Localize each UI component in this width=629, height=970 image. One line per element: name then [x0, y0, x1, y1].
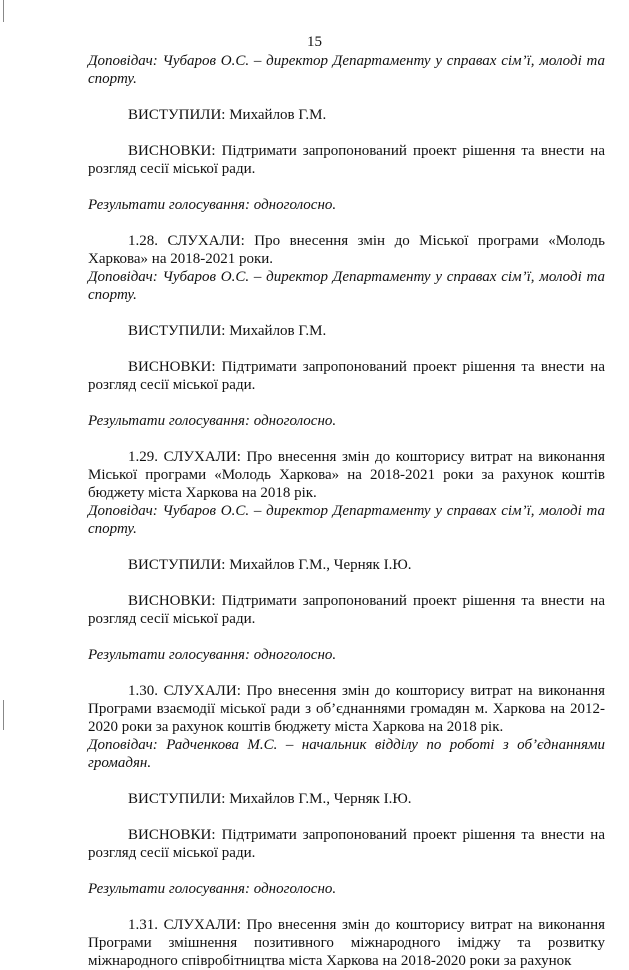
speakers-names: Михайлов Г.М. [229, 107, 327, 123]
speakers-line [88, 322, 605, 340]
vote-result: Результати голосування: одноголосно. [88, 647, 337, 663]
conclusion-line [88, 142, 605, 178]
vote-result: Результати голосування: одноголосно. [88, 881, 337, 897]
vote-result: Результати голосування: одноголосно. [88, 197, 337, 213]
conclusion-label: ВИСНОВКИ: [128, 593, 216, 609]
reporter-line: Доповідач: Радченкова М.С. – начальник відділу по роботі з об’єднаннями громадян. [88, 737, 605, 771]
speakers-label: ВИСТУПИЛИ: [128, 107, 226, 123]
agenda-item [88, 448, 605, 502]
heard-text: Про внесення змін до кошторису витрат на виконання Програми взаємодії міської ради з об’єднаннями громадян м. Харкова на 2012-2020 роки за рахунок коштів бюджету міста Харкова на 2018 рік. [88, 683, 606, 735]
agenda-item [88, 682, 605, 736]
conclusion-line [88, 826, 605, 862]
item-number: 1.30. [128, 683, 158, 699]
page-number: 15 [307, 34, 322, 50]
item-number: 1.29. [128, 449, 158, 465]
speakers-line [88, 790, 605, 808]
reporter-line: Доповідач: Чубаров О.С. – директор Департаменту у справах сім’ї, молоді та спорту. [88, 503, 605, 537]
conclusion-text: Підтримати запропонований проект рішення та внести на розгляд сесії міської ради. [88, 143, 605, 177]
conclusion-line [88, 592, 605, 628]
conclusion-line [88, 358, 605, 394]
conclusion-text: Підтримати запропонований проект рішення та внести на розгляд сесії міської ради. [88, 827, 605, 861]
page-content [88, 52, 605, 970]
agenda-item [88, 916, 605, 970]
scan-edge-mark [3, 0, 4, 22]
heard-label: СЛУХАЛИ: [163, 917, 241, 933]
speakers-names: Михайлов Г.М., Черняк І.Ю. [229, 557, 412, 573]
heard-label: СЛУХАЛИ: [167, 233, 245, 249]
conclusion-text: Підтримати запропонований проект рішення та внести на розгляд сесії міської ради. [88, 593, 605, 627]
reporter-line: Доповідач: Чубаров О.С. – директор Департаменту у справах сім’ї, молоді та спорту. [88, 269, 605, 303]
heard-label: СЛУХАЛИ: [163, 449, 241, 465]
speakers-names: Михайлов Г.М., Черняк І.Ю. [229, 791, 412, 807]
item-number: 1.28. [128, 233, 158, 249]
conclusion-label: ВИСНОВКИ: [128, 143, 216, 159]
item-number: 1.31. [128, 917, 158, 933]
speakers-label: ВИСТУПИЛИ: [128, 323, 226, 339]
agenda-item [88, 232, 605, 268]
conclusion-text: Підтримати запропонований проект рішення та внести на розгляд сесії міської ради. [88, 359, 605, 393]
heard-text: Про внесення змін до кошторису витрат на виконання Міської програми «Молодь Харкова» на 2018-2021 роки за рахунок коштів бюджету міста Харкова на 2018 рік. [88, 449, 606, 501]
heard-text: Про внесення змін до кошторису витрат на виконання Програми змішнення позитивного міжнародного іміджу та розвитку міжнародного співробітництва міста Харкова на 2018-2020 роки за рахунок [88, 917, 606, 969]
speakers-label: ВИСТУПИЛИ: [128, 557, 226, 573]
speakers-label: ВИСТУПИЛИ: [128, 791, 226, 807]
reporter-line: Доповідач: Чубаров О.С. – директор Департаменту у справах сім’ї, молоді та спорту. [88, 53, 605, 87]
conclusion-label: ВИСНОВКИ: [128, 359, 216, 375]
scan-edge-mark [3, 700, 4, 730]
heard-label: СЛУХАЛИ: [163, 683, 241, 699]
conclusion-label: ВИСНОВКИ: [128, 827, 216, 843]
heard-text: Про внесення змін до Міської програми «Молодь Харкова» на 2018-2021 роки. [88, 233, 606, 267]
speakers-line [88, 106, 605, 124]
speakers-names: Михайлов Г.М. [229, 323, 327, 339]
speakers-line [88, 556, 605, 574]
vote-result: Результати голосування: одноголосно. [88, 413, 337, 429]
